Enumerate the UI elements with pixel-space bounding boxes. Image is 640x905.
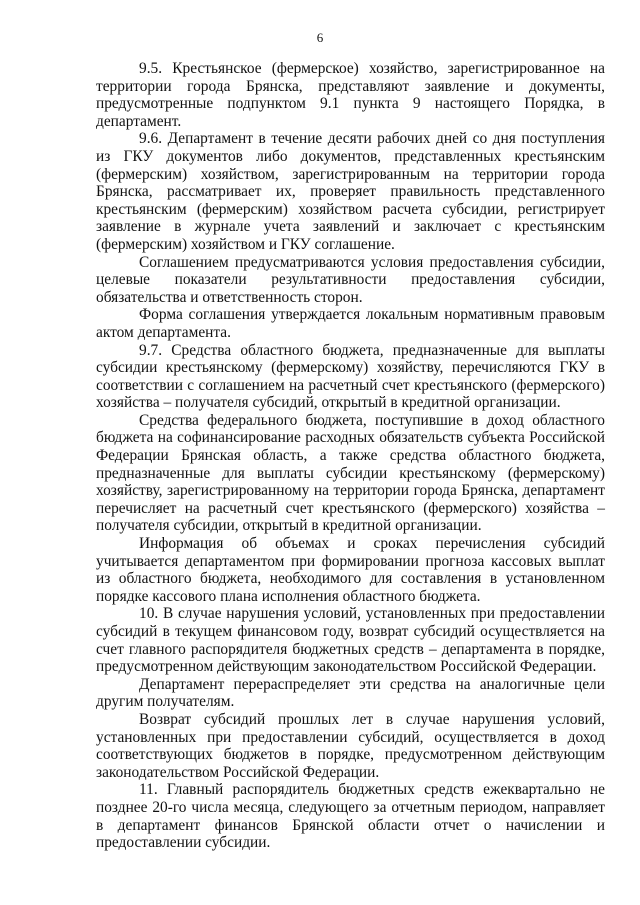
paragraph-10: 10. В случае нарушения условий, установленных при предоставлении субсидий в текущем финансовом году, возврат субсидий осуществляется на счет главного распорядителя бюджетных средств – департамента в порядке, предусмотренном действующим законодательством Российской Федерации. [96,605,605,676]
page-number: 6 [316,30,324,45]
paragraph-11: 11. Главный распорядитель бюджетных средств ежеквартально не позднее 20-го числа месяца, следующего за отчетным периодом, направляет в департамент финансов Брянской области отчет о начислении и предоставлении субсидии. [96,781,605,852]
paragraph-federal-funds: Средства федерального бюджета, поступившие в доход областного бюджета на софинансирование расходных обязательств субъекта Российской Федерации Брянская область, а также средства областного бюджета, предназначенные для выплаты субсидии крестьянскому (фермерскому) хозяйству, зарегистрированному на территории города Брянска, департамент перечисляет на расчетный счет крестьянского (фермерского) хозяйства – получателя субсидии, открытый в кредитной организации. [96,411,605,535]
paragraph-past-years-refund: Возврат субсидий прошлых лет в случае нарушения условий, установленных при предоставлении субсидий, осуществляется в доход соответствующих бюджетов в порядке, предусмотренном действующим законодательством Российской Федерации. [96,710,605,781]
paragraph-9-5: 9.5. Крестьянское (фермерское) хозяйство, зарегистрированное на территории города Брянска, представляют заявление и документы, предусмотренные подпунктом 9.1 пункта 9 настоящего Порядка, в департамент. [96,60,605,130]
document-body [96,60,605,852]
paragraph-9-6: 9.6. Департамент в течение десяти рабочих дней со дня поступления из ГКУ документов либо документов, представленных крестьянским (фермерским) хозяйством, зарегистрированным на территории города Брянска, рассматривает их, проверяет правильность представленного крестьянским (фермерским) хозяйством расчета субсидии, регистрирует заявление в журнале учета заявлений и заключает с крестьянским (фермерским) хозяйством и ГКУ соглашение. [96,130,605,253]
paragraph-agreement-form: Форма соглашения утверждается локальным нормативным правовым актом департамента. [96,306,605,341]
paragraph-redistribution: Департамент перераспределяет эти средства на аналогичные цели другим получателям. [96,675,605,711]
paragraph-transfer-info: Информация об объемах и сроках перечисления субсидий учитывается департаментом при формировании прогноза кассовых выплат из областного бюджета, необходимого для составления в установленном порядке кассового плана исполнения областного бюджета. [96,535,605,605]
paragraph-agreement-conditions: Соглашением предусматриваются условия предоставления субсидии, целевые показатели результативности предоставления субсидии, обязательства и ответственность сторон. [96,253,605,306]
paragraph-9-7: 9.7. Средства областного бюджета, предназначенные для выплаты субсидии крестьянскому (фермерскому) хозяйству, перечисляются ГКУ в соответствии с соглашением на расчетный счет крестьянского (фермерского) хозяйства – получателя субсидий, открытый в кредитной организации. [96,341,605,412]
